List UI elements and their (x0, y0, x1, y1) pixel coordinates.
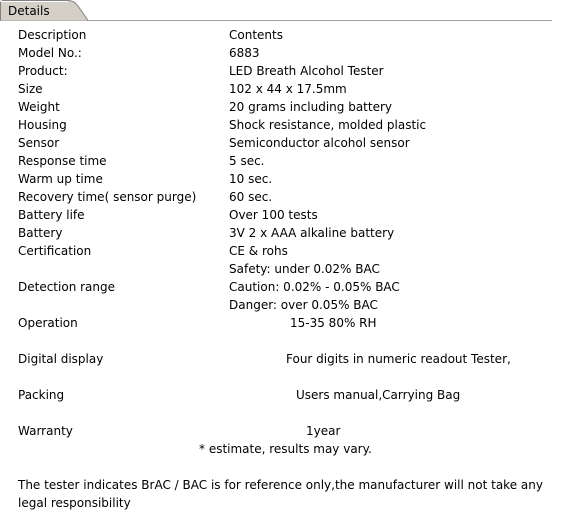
spec-row (18, 260, 558, 278)
spec-row (18, 386, 558, 422)
spec-label: Digital display (18, 352, 104, 366)
details-tab-label[interactable]: Details (8, 4, 50, 18)
spec-row (18, 188, 558, 206)
spec-row (18, 26, 558, 44)
disclaimer-text: The tester indicates BrAC / BAC is for reference only,the manufacturer will not take any legal responsibility (18, 478, 543, 510)
spec-label: Description (18, 28, 87, 42)
spec-row (18, 116, 558, 134)
spec-value: Over 100 tests (229, 208, 318, 222)
spec-value: 6883 (229, 46, 260, 60)
spec-label: Product: (18, 64, 68, 78)
spec-label: Model No.: (18, 46, 82, 60)
spec-row (18, 314, 558, 350)
spec-row (18, 170, 558, 188)
spec-value: 10 sec. (229, 172, 273, 186)
spec-value: 5 sec. (229, 154, 265, 168)
spec-row (18, 278, 558, 296)
spec-value: 102 x 44 x 17.5mm (229, 82, 347, 96)
spec-value: Safety: under 0.02% BAC (229, 262, 380, 276)
spec-row (18, 224, 558, 242)
spec-label: Recovery time( sensor purge) (18, 190, 197, 204)
spec-row (18, 134, 558, 152)
spec-table (18, 26, 558, 440)
spec-value: 15-35 80% RH (290, 316, 377, 330)
spec-label: Weight (18, 100, 60, 114)
spec-row (18, 80, 558, 98)
spec-value: Four digits in numeric readout Tester, (286, 352, 511, 366)
spec-row (18, 242, 558, 260)
spec-value: Shock resistance, molded plastic (229, 118, 427, 132)
spec-value: Danger: over 0.05% BAC (229, 298, 378, 312)
spec-row (18, 206, 558, 224)
spec-row (18, 44, 558, 62)
spec-value: Users manual,Carrying Bag (296, 388, 461, 402)
estimate-note: * estimate, results may vary. (199, 442, 372, 456)
spec-row (18, 152, 558, 170)
spec-row (18, 62, 558, 80)
spec-value: 3V 2 x AAA alkaline battery (229, 226, 395, 240)
spec-label: Warranty (18, 424, 73, 438)
spec-value: 1year (306, 424, 341, 438)
spec-value: 20 grams including battery (229, 100, 393, 114)
spec-label: Battery (18, 226, 63, 240)
spec-value: 60 sec. (229, 190, 273, 204)
spec-label: Detection range (18, 280, 116, 294)
spec-row (18, 422, 558, 440)
spec-row (18, 98, 558, 116)
spec-label: Warm up time (18, 172, 103, 186)
tab-shape (0, 0, 552, 22)
spec-value: Contents (229, 28, 283, 42)
spec-row (18, 350, 558, 386)
spec-label: Operation (18, 316, 78, 330)
details-tab-bar (0, 0, 552, 22)
spec-value: CE & rohs (229, 244, 288, 258)
spec-value: LED Breath Alcohol Tester (229, 64, 384, 78)
spec-row (18, 296, 558, 314)
spec-label: Battery life (18, 208, 85, 222)
spec-value: Semiconductor alcohol sensor (229, 136, 410, 150)
spec-label: Housing (18, 118, 67, 132)
spec-label: Certification (18, 244, 92, 258)
spec-label: Response time (18, 154, 107, 168)
spec-label: Packing (18, 388, 65, 402)
spec-value: Caution: 0.02% - 0.05% BAC (229, 280, 400, 294)
spec-label: Sensor (18, 136, 60, 150)
spec-label: Size (18, 82, 43, 96)
